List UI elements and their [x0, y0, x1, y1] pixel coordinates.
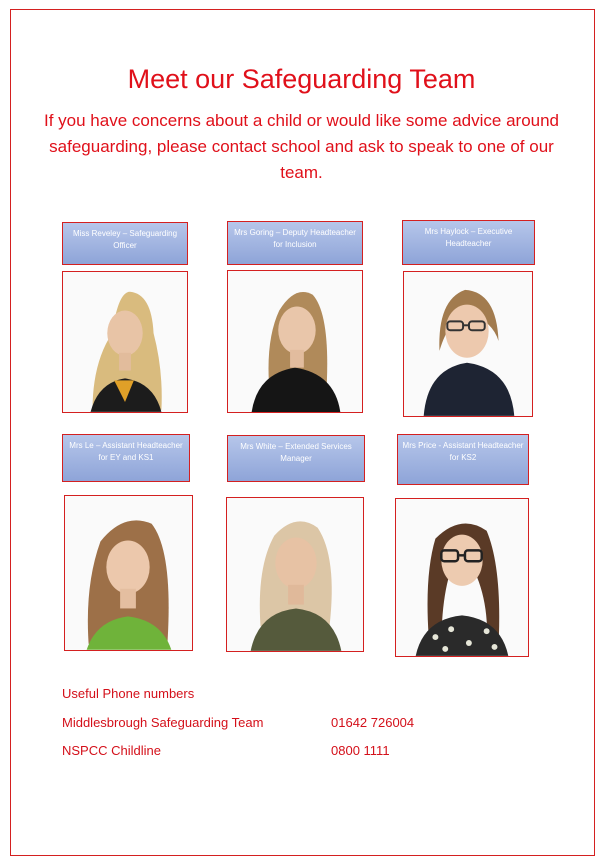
photo-goring: [227, 270, 363, 413]
portrait-white-image: [227, 498, 363, 651]
photo-le: [64, 495, 193, 651]
photo-white: [226, 497, 364, 652]
portrait-le-image: [65, 496, 192, 650]
team-label-white: Mrs White – Extended Services Manager: [227, 435, 365, 482]
team-label-reveley: Miss Reveley – Safeguarding Officer: [62, 222, 188, 265]
portrait-goring-image: [228, 271, 362, 412]
team-label-price: Mrs Price - Assistant Headteacher for KS2: [397, 434, 529, 485]
phone-number-middlesbrough: 01642 726004: [331, 715, 415, 730]
team-label-goring: Mrs Goring – Deputy Headteacher for Inclusion: [227, 221, 363, 265]
portrait-price-image: [396, 499, 528, 656]
photo-price: [395, 498, 529, 657]
phone-name-middlesbrough: Middlesbrough Safeguarding Team: [62, 715, 264, 730]
portrait-haylock-image: [404, 272, 532, 416]
page-title: Meet our Safeguarding Team: [127, 64, 476, 94]
photo-reveley: [62, 271, 188, 413]
portrait-reveley-image: [63, 272, 187, 412]
photo-haylock: [403, 271, 533, 417]
phone-name-nspcc: NSPCC Childline: [62, 743, 161, 758]
intro-text: If you have concerns about a child or would like some advice around safeguarding, please contact school and ask to speak to one of our team.: [43, 111, 560, 182]
phones-heading: Useful Phone numbers: [62, 686, 195, 701]
phone-number-nspcc: 0800 1111: [331, 743, 390, 758]
team-label-haylock: Mrs Haylock – Executive Headteacher: [402, 220, 535, 265]
team-label-le: Mrs Le – Assistant Headteacher for EY and KS1: [62, 434, 190, 482]
